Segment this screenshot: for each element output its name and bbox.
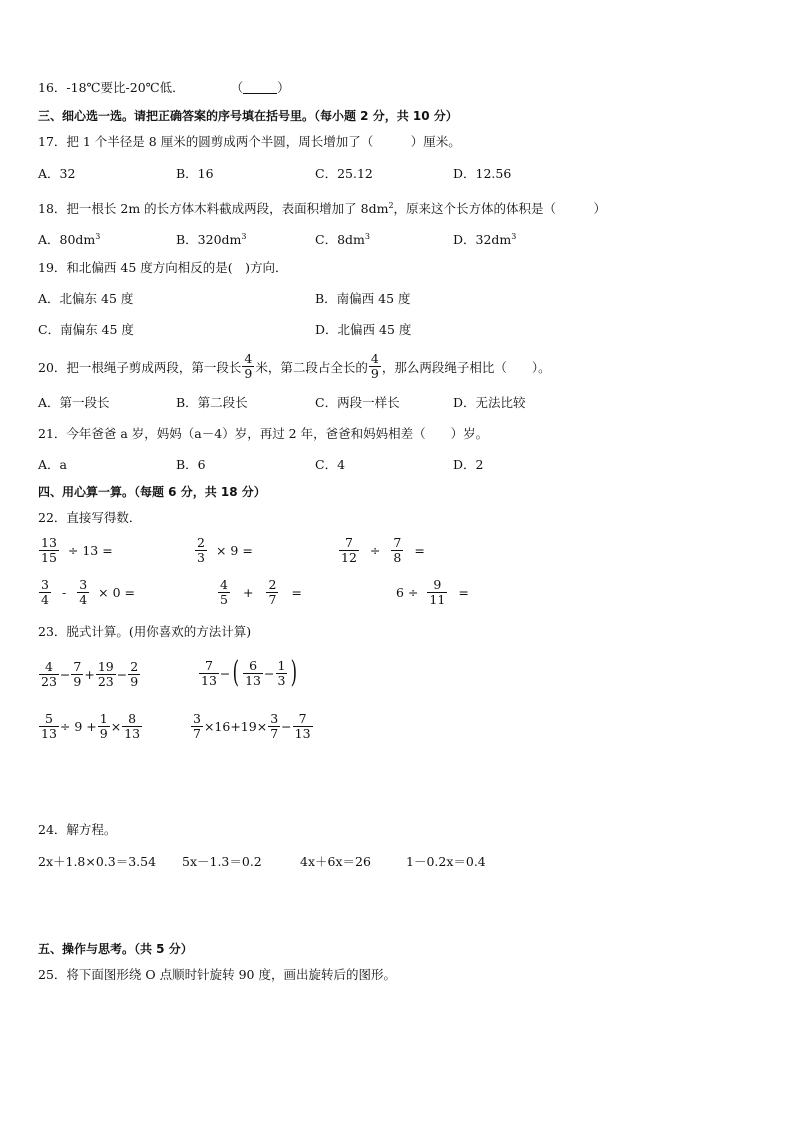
option-20-c: C．两段一样长 xyxy=(315,395,400,410)
question-24: 24．解方程。 xyxy=(38,822,117,837)
option-21-a: A．a xyxy=(38,457,67,472)
section-4-heading: 四、用心算一算。（每题 6 分，共 18 分） xyxy=(38,485,266,499)
paren-close: ） xyxy=(277,80,290,95)
question-20-text-b: 米，第二段占全长的 xyxy=(255,359,368,375)
option-21-b: B．6 xyxy=(176,457,206,472)
equation-1: 2x＋1.8×0.3＝3.54 xyxy=(38,854,157,869)
option-17-a: A．32 xyxy=(38,166,76,181)
section-5-heading: 五、操作与思考。（共 5 分） xyxy=(38,942,193,956)
question-18-sup: 2 xyxy=(388,201,394,210)
question-18-text-b: ，原来这个长方体的体积是（ ） xyxy=(393,201,607,217)
question-22: 22．直接写得数． xyxy=(38,510,142,525)
option-18-a: A．$80dm^3$ xyxy=(38,232,101,248)
expr-22-3: $\frac{7}{12}$ ÷ $\frac{7}{8}$ = xyxy=(341,535,425,565)
fraction: $\frac{4}{9}$ xyxy=(244,351,253,381)
equation-2: 5x－1.3＝0.2 xyxy=(182,854,262,869)
question-23: 23．脱式计算。(用你喜欢的方法计算) xyxy=(38,624,252,639)
question-16 xyxy=(38,80,290,96)
expr-23-4: $\frac{3}{7}$ ×16+19× $\frac{3}{7}$ − $\frac{7}{13}$ xyxy=(193,711,311,741)
question-19: 19．和北偏西 45 度方向相反的是( )方向． xyxy=(38,260,288,275)
option-18-c: C．$8dm^3$ xyxy=(315,232,370,248)
paren-open: （ xyxy=(230,80,244,95)
question-20 xyxy=(38,352,551,381)
expr-23-2: $\frac{7}{13}$ − ( $\frac{6}{13}$ − $\frac{1}{3}$ ) xyxy=(201,655,298,690)
answer-blank-16 xyxy=(243,81,277,94)
equation-3: 4x＋6x＝26 xyxy=(300,854,371,869)
option-20-b: B．第二段长 xyxy=(176,395,248,410)
expr-22-2: $\frac{2}{3}$ × 9 = xyxy=(197,535,253,565)
question-18 xyxy=(38,198,606,217)
fraction: $\frac{4}{9}$ xyxy=(370,351,379,381)
option-19-c: C．南偏东 45 度 xyxy=(38,322,134,337)
option-19-d: D．北偏西 45 度 xyxy=(315,322,412,337)
option-20-d: D．无法比较 xyxy=(453,395,526,410)
question-25: 25．将下面图形绕 O 点顺时针旋转 90 度，画出旋转后的图形。 xyxy=(38,967,396,982)
question-20-text-a: 20．把一根绳子剪成两段，第一段长 xyxy=(38,359,242,375)
option-17-d: D．12.56 xyxy=(453,166,512,181)
option-19-a: A．北偏东 45 度 xyxy=(38,291,134,306)
expr-22-4: $\frac{3}{4}$ - $\frac{3}{4}$ × 0 = xyxy=(41,577,135,607)
option-19-b: B．南偏西 45 度 xyxy=(315,291,411,306)
expr-22-5: $\frac{4}{5}$ + $\frac{2}{7}$ = xyxy=(220,577,302,607)
left-paren: ( xyxy=(233,655,240,690)
question-21: 21．今年爸爸 a 岁，妈妈（a－4）岁，再过 2 年，爸爸和妈妈相差（ ）岁。 xyxy=(38,426,489,441)
question-18-text-a: 18．把一根长 2m 的长方体木料截成两段，表面积增加了 8dm xyxy=(38,201,389,217)
expr-22-1: $\frac{13}{15}$ ÷ 13 = xyxy=(41,535,113,565)
question-17: 17．把 1 个半径是 8 厘米的圆剪成两个半圆，周长增加了（ ）厘米。 xyxy=(38,134,461,149)
question-20-text-c: ，那么两段绳子相比（ ）。 xyxy=(381,359,551,375)
option-21-c: C．4 xyxy=(315,457,346,472)
expr-22-6: 6 ÷ $\frac{9}{11}$ = xyxy=(396,577,469,607)
option-18-b: B．$320dm^3$ xyxy=(176,232,247,248)
expr-23-3: $\frac{5}{13}$ ÷ 9 + $\frac{1}{9}$ × $\frac{8}{13}$ xyxy=(41,711,141,741)
section-3-heading: 三、细心选一选。请把正确答案的序号填在括号里。（每小题 2 分，共 10 分） xyxy=(38,109,458,123)
option-20-a: A．第一段长 xyxy=(38,395,110,410)
option-21-d: D．2 xyxy=(453,457,484,472)
equation-4: 1－0.2x＝0.4 xyxy=(406,854,486,869)
right-paren: ) xyxy=(291,655,298,690)
question-16-text: 16．-18℃要比-20℃低． xyxy=(38,80,185,95)
option-18-d: D．$32dm^3$ xyxy=(453,232,517,248)
option-17-c: C．25.12 xyxy=(315,166,373,181)
option-17-b: B．16 xyxy=(176,166,214,181)
expr-23-1: $\frac{4}{23}$ − $\frac{7}{9}$ + $\frac{19}{23}$ − $\frac{2}{9}$ xyxy=(41,659,139,689)
